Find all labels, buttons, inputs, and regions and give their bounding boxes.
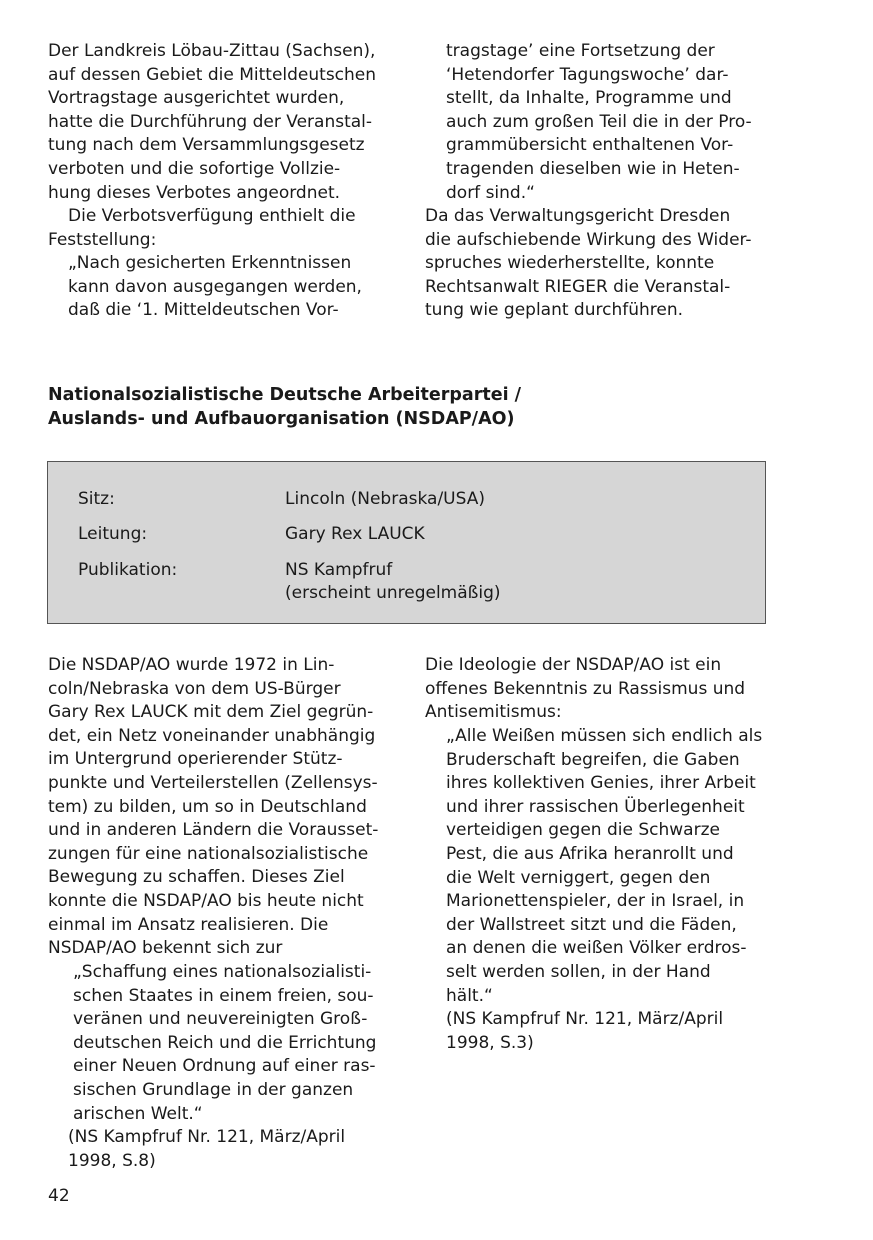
heading-line: Nationalsozialistische Deutsche Arbeiterpartei / (48, 385, 522, 405)
text-line: Vortragstage ausgerichtet wurden, (48, 88, 345, 109)
text-line: Pest, die aus Afrika heranrollt und (446, 843, 734, 864)
info-value-publikation-note: (erscheint unregelmäßig) (285, 583, 501, 603)
organization-info-box (47, 461, 766, 624)
text-line: einmal im Ansatz realisieren. Die (48, 914, 329, 935)
top-right-paragraph (425, 205, 752, 323)
text-line: veränen und neuvereinigten Groß- (73, 1009, 368, 1030)
info-value-publikation: NS Kampfruf (285, 560, 393, 580)
text-line: und ihrer rassischen Überlegenheit (446, 796, 745, 817)
text-line: deutschen Reich und die Errichtung (73, 1032, 377, 1053)
text-line: Rechtsanwalt RIEGER die Veranstal- (425, 276, 731, 297)
text-line: und in anderen Ländern die Vorausset- (48, 820, 379, 841)
text-line: verteidigen gegen die Schwarze (446, 820, 720, 841)
text-line: tragenden dieselben wie in Heten- (446, 158, 740, 179)
info-label-leitung: Leitung: (78, 524, 148, 544)
text-line: NSDAP/AO bekennt sich zur (48, 938, 283, 959)
text-line: ‘Hetendorfer Tagungswoche’ dar- (446, 64, 729, 85)
text-line: tung wie geplant durchführen. (425, 300, 684, 321)
bottom-left-quote (73, 961, 376, 1126)
text-line: „Schaffung eines nationalsozialisti- (73, 962, 372, 982)
text-line: die Welt verniggert, gegen den (446, 867, 711, 888)
text-line: tung nach dem Versammlungsgesetz (48, 135, 365, 156)
text-line: offenes Bekenntnis zu Rassismus und (425, 678, 746, 699)
text-line: arischen Welt.“ (73, 1103, 203, 1124)
info-value-leitung: Gary Rex LAUCK (285, 524, 425, 544)
text-line: dorf sind.“ (446, 182, 535, 203)
info-label-publikation: Publikation: (78, 560, 178, 580)
text-line: sischen Grundlage in der ganzen (73, 1079, 354, 1100)
text-line: (NS Kampfruf Nr. 121, März/April (68, 1127, 346, 1147)
text-line: Da das Verwaltungsgericht Dresden (425, 206, 731, 226)
text-line: stellt, da Inhalte, Programme und (446, 88, 732, 109)
text-line: hung dieses Verbotes angeordnet. (48, 182, 341, 203)
bottom-right-paragraph (425, 654, 745, 725)
text-line: Antisemitismus: (425, 702, 562, 723)
text-line: Feststellung: (48, 229, 157, 250)
top-left-paragraph-1 (48, 40, 376, 205)
top-left-paragraph-2 (48, 205, 356, 252)
text-line: hält.“ (446, 985, 493, 1006)
text-line: kann davon ausgegangen werden, (68, 276, 362, 297)
text-line: tem) zu bilden, um so in Deutschland (48, 796, 367, 817)
text-line: schen Staates in einem freien, sou- (73, 985, 374, 1006)
page-number: 42 (48, 1186, 70, 1206)
text-line: Die Verbotsverfügung enthielt die (68, 206, 356, 226)
text-line: „Nach gesicherten Erkenntnissen (68, 253, 352, 273)
text-line: Bewegung zu schaffen. Dieses Ziel (48, 867, 345, 888)
text-line: hatte die Durchführung der Veranstal- (48, 111, 373, 132)
text-line: 1998, S.3) (446, 1032, 534, 1053)
text-line: selt werden sollen, in der Hand (446, 961, 711, 982)
info-value-sitz: Lincoln (Nebraska/USA) (285, 489, 485, 509)
bottom-left-citation (68, 1126, 345, 1173)
text-line: (NS Kampfruf Nr. 121, März/April (446, 1009, 724, 1029)
top-left-quote (68, 252, 362, 323)
text-line: Die Ideologie der NSDAP/AO ist ein (425, 655, 722, 675)
heading-line: Auslands- und Aufbauorganisation (NSDAP/AO) (48, 409, 515, 429)
text-line: tragstage’ eine Fortsetzung der (446, 41, 715, 61)
text-line: Der Landkreis Löbau-Zittau (Sachsen), (48, 41, 376, 61)
text-line: zungen für eine nationalsozialistische (48, 843, 369, 864)
text-line: daß die ‘1. Mitteldeutschen Vor- (68, 300, 339, 321)
text-line: auch zum großen Teil die in der Pro- (446, 111, 752, 132)
bottom-right-quote (446, 725, 762, 1008)
text-line: im Untergrund operierender Stütz- (48, 749, 343, 770)
text-line: konnte die NSDAP/AO bis heute nicht (48, 890, 364, 911)
text-line: der Wallstreet sitzt und die Fäden, (446, 914, 737, 935)
text-line: Die NSDAP/AO wurde 1972 in Lin- (48, 655, 335, 675)
text-line: Bruderschaft begreifen, die Gaben (446, 749, 740, 770)
text-line: grammübersicht enthaltenen Vor- (446, 135, 734, 156)
text-line: Gary Rex LAUCK mit dem Ziel gegrün- (48, 702, 374, 723)
text-line: 1998, S.8) (68, 1150, 156, 1171)
text-line: die aufschiebende Wirkung des Wider- (425, 229, 752, 250)
text-line: an denen die weißen Völker erdros- (446, 938, 747, 959)
section-heading (48, 383, 521, 431)
info-label-sitz: Sitz: (78, 489, 115, 509)
text-line: verboten und die sofortige Vollzie- (48, 158, 341, 179)
text-line: „Alle Weißen müssen sich endlich als (446, 726, 763, 746)
text-line: Marionettenspieler, der in Israel, in (446, 891, 745, 912)
text-line: det, ein Netz voneinander unabhängig (48, 725, 376, 746)
text-line: ihres kollektiven Genies, ihrer Arbeit (446, 773, 756, 794)
text-line: punkte und Verteilerstellen (Zellensys- (48, 772, 378, 793)
text-line: spruches wiederherstellte, konnte (425, 253, 715, 274)
top-right-quote-continuation (446, 40, 752, 205)
text-line: coln/Nebraska von dem US-Bürger (48, 678, 341, 699)
text-line: einer Neuen Ordnung auf einer ras- (73, 1056, 376, 1077)
bottom-left-paragraph (48, 654, 378, 961)
text-line: auf dessen Gebiet die Mitteldeutschen (48, 64, 377, 85)
bottom-right-citation (446, 1008, 723, 1055)
